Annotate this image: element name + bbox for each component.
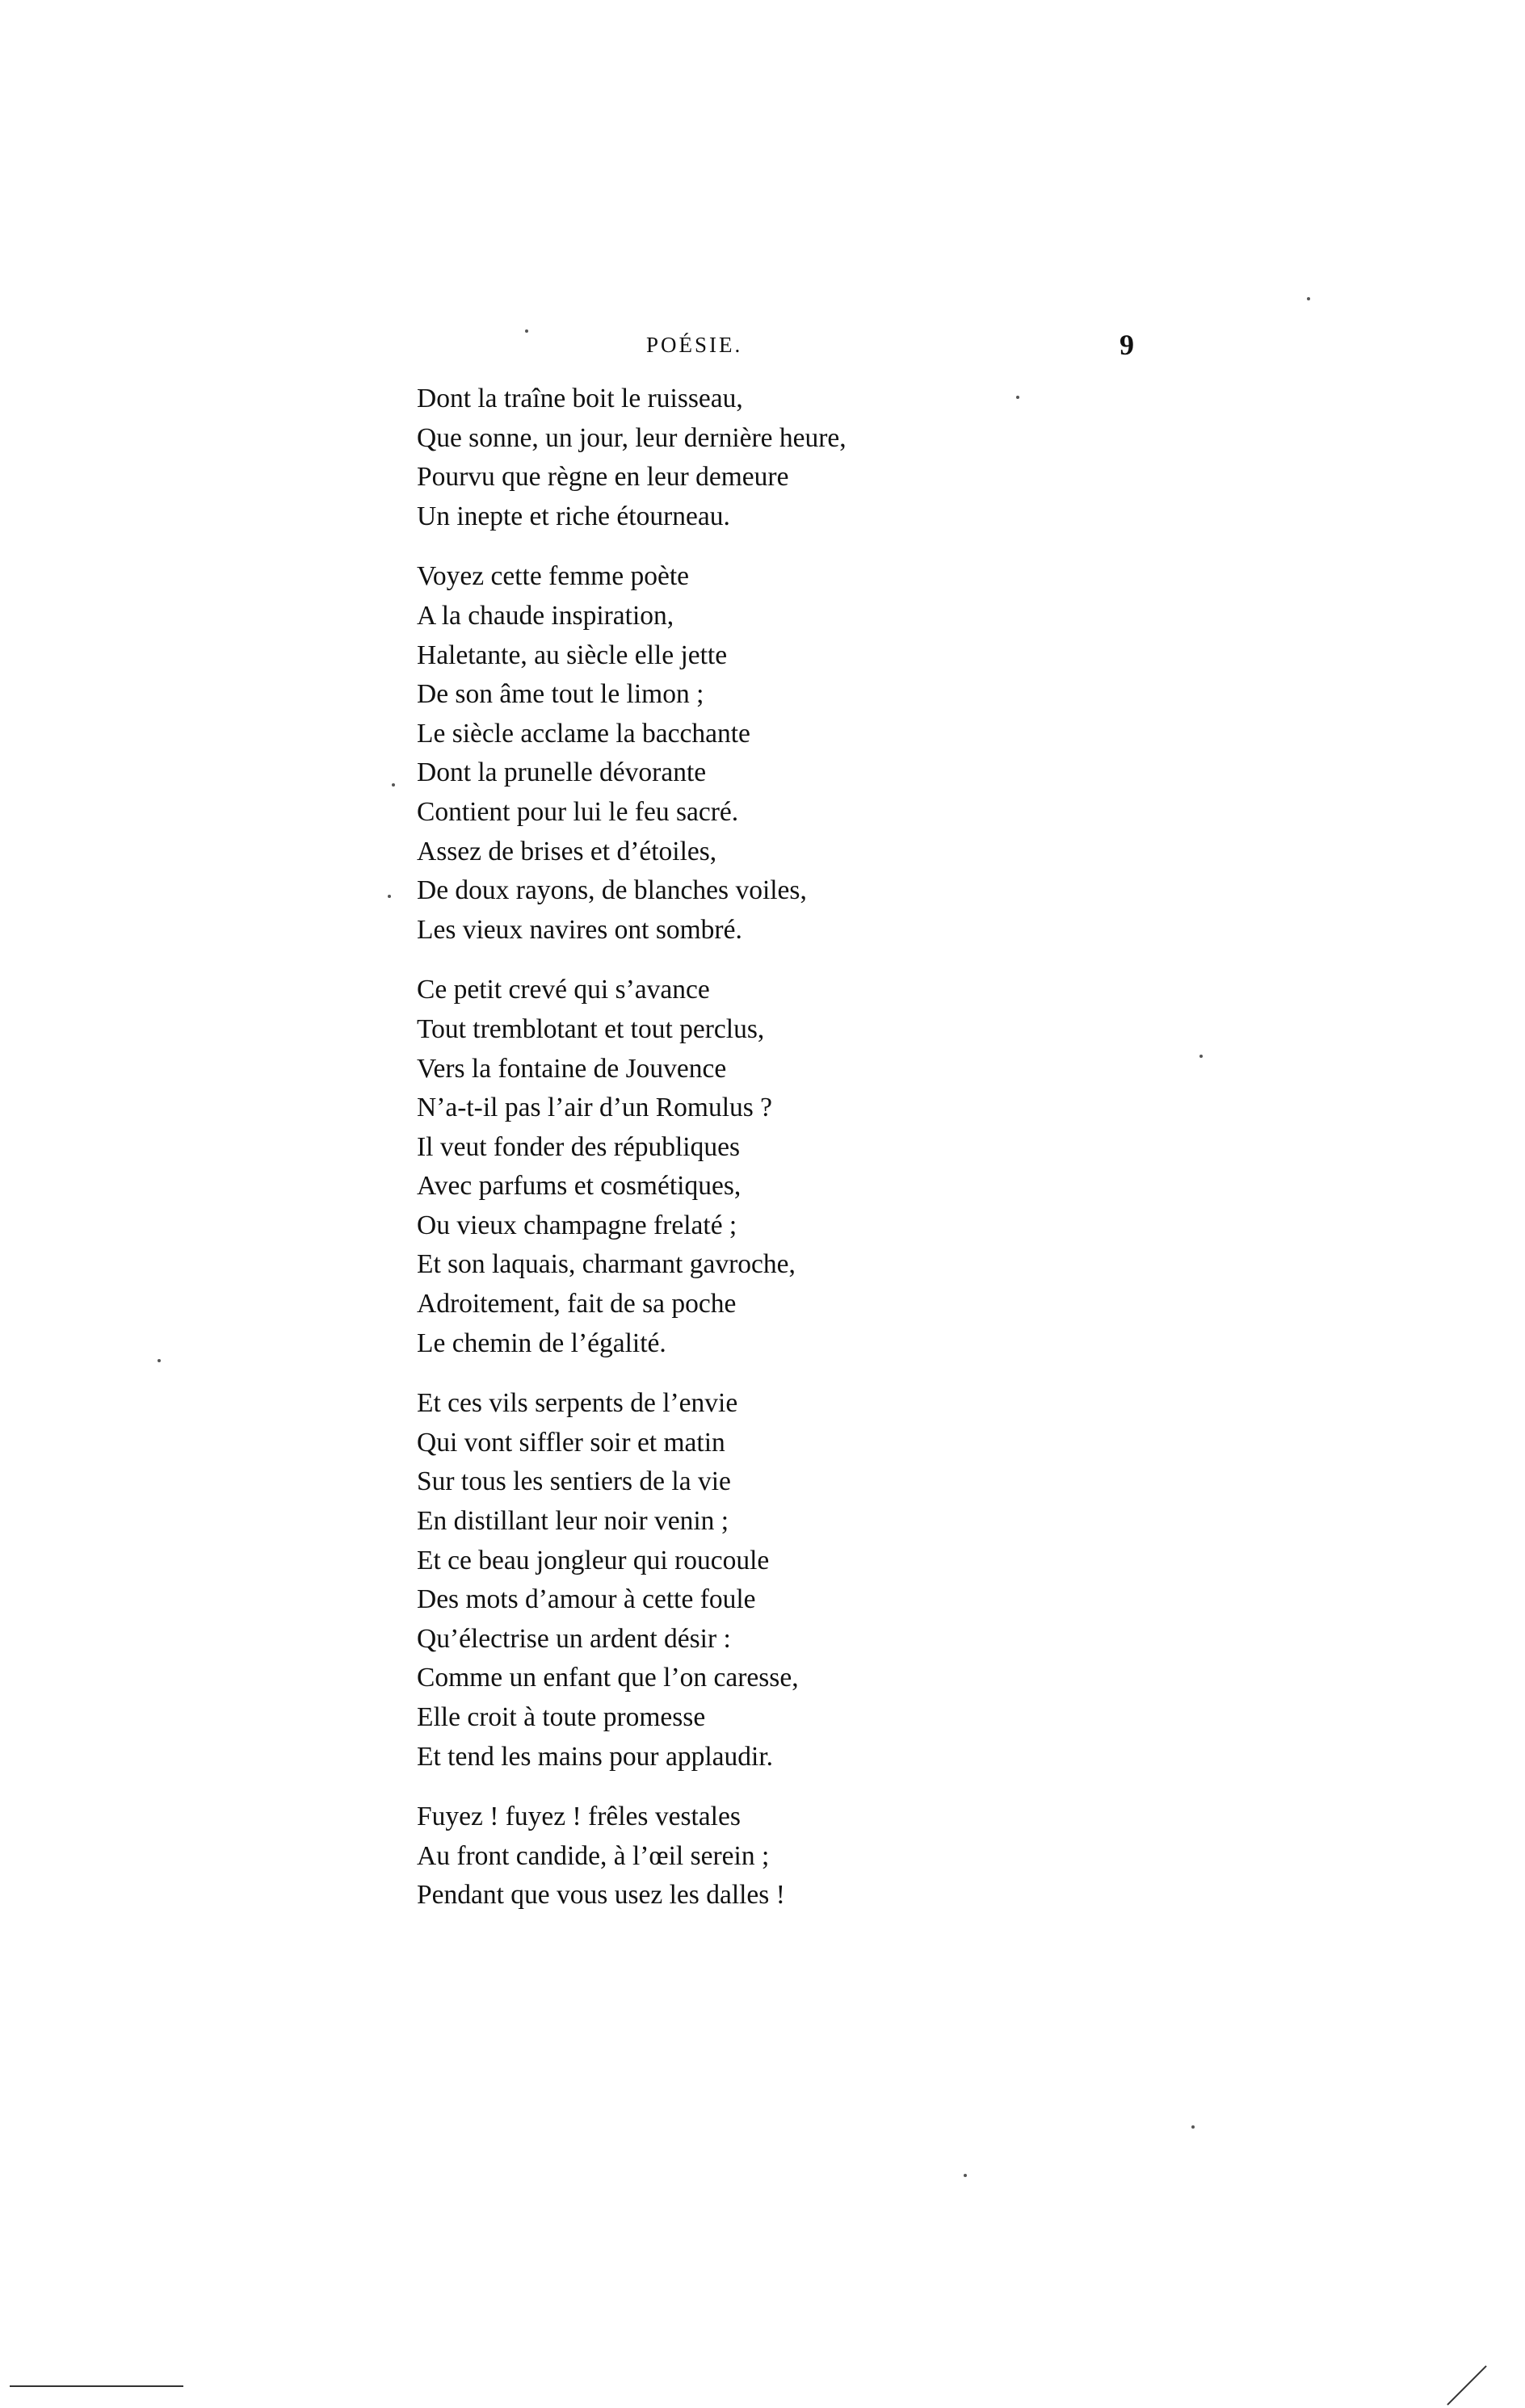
scan-speck — [158, 1359, 161, 1362]
verse-line: Le siècle acclame la bacchante — [417, 718, 750, 749]
verse-line: Et ces vils serpents de l’envie — [417, 1388, 738, 1419]
verse-line: Haletante, au siècle elle jette — [417, 640, 728, 670]
scan-speck — [1307, 297, 1310, 300]
verse-line: Et son laquais, charmant gavroche, — [417, 1249, 796, 1280]
verse-line: Fuyez ! fuyez ! frêles vestales — [417, 1802, 741, 1832]
verse-line: Au front candide, à l’œil serein ; — [417, 1840, 770, 1871]
verse-line: Le chemin de l’égalité. — [417, 1328, 666, 1358]
verse-line: Qu’électrise un ardent désir : — [417, 1623, 731, 1654]
verse-line: Qui vont siffler soir et matin — [417, 1427, 725, 1458]
verse-line: Pendant que vous usez les dalles ! — [417, 1880, 785, 1911]
verse-line: A la chaude inspiration, — [417, 600, 674, 631]
verse-line: De doux rayons, de blanches voiles, — [417, 875, 807, 906]
verse-line: Ou vieux champagne frelaté ; — [417, 1210, 737, 1240]
verse-line: Adroitement, fait de sa poche — [417, 1289, 737, 1319]
running-title: POÉSIE. — [646, 333, 743, 357]
verse-line: Pourvu que règne en leur demeure — [417, 462, 789, 493]
running-head — [0, 329, 1525, 365]
verse-line: Dont la traîne boit le ruisseau, — [417, 384, 743, 413]
verse-line: Dont la prunelle dévorante — [417, 757, 707, 788]
verse-line: Il veut fonder des républiques — [417, 1131, 741, 1162]
verse-line: De son âme tout le limon ; — [417, 679, 704, 710]
verse-line: En distillant leur noir venin ; — [417, 1506, 729, 1537]
verse-line: Des mots d’amour à cette foule — [417, 1584, 756, 1615]
stanza-4 — [417, 1384, 1079, 1777]
verse-line: Comme un enfant que l’on caresse, — [417, 1663, 799, 1693]
scan-speck — [525, 329, 528, 333]
verse-line: Voyez cette femme poète — [417, 561, 690, 592]
scan-speck — [964, 2174, 967, 2177]
verse-line: N’a-t-il pas l’air d’un Romulus ? — [417, 1093, 773, 1123]
verse-line: Que sonne, un jour, leur dernière heure, — [417, 422, 847, 453]
verse-line: Et tend les mains pour applaudir. — [417, 1741, 773, 1772]
stanza-2 — [417, 557, 1079, 950]
scan-speck — [392, 783, 395, 787]
verse-line: Les vieux navires ont sombré. — [417, 914, 742, 945]
stanza-5 — [417, 1798, 1079, 1915]
scan-speck — [1016, 396, 1019, 399]
scan-speck — [1191, 2125, 1195, 2129]
verse-line: Un inepte et riche étourneau. — [417, 501, 730, 531]
scan-speck — [1199, 1055, 1203, 1058]
verse-line: Tout tremblotant et tout perclus, — [417, 1013, 765, 1044]
corner-mark — [1447, 2365, 1486, 2405]
verse-line: Sur tous les sentiers de la vie — [417, 1466, 731, 1497]
verse-line: Avec parfums et cosmétiques, — [417, 1171, 741, 1202]
verse-line: Assez de brises et d’étoiles, — [417, 836, 717, 866]
scan-speck — [388, 895, 391, 898]
verse-line: Vers la fontaine de Jouvence — [417, 1053, 727, 1084]
verse-line: Et ce beau jongleur qui roucoule — [417, 1545, 770, 1575]
stanza-3 — [417, 971, 1079, 1363]
verse-line: Elle croit à toute promesse — [417, 1702, 706, 1732]
page-number: 9 — [1120, 329, 1134, 361]
bottom-rule — [10, 2385, 183, 2387]
verse-line: Ce petit crevé qui s’avance — [417, 975, 710, 1005]
poem-body — [417, 380, 1079, 1936]
stanza-1 — [417, 380, 1079, 536]
verse-line: Contient pour lui le feu sacré. — [417, 796, 739, 827]
